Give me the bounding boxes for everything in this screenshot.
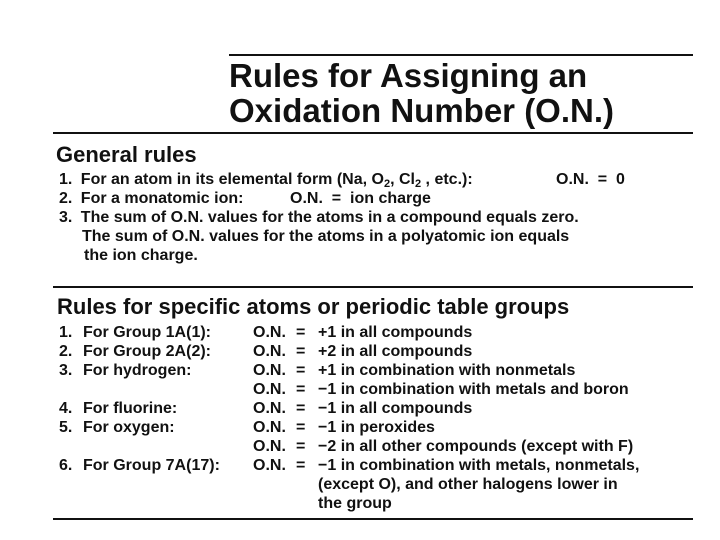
equals-sign: = xyxy=(296,457,306,474)
rule-label: For hydrogen: xyxy=(83,362,192,379)
general-rules-heading: General rules xyxy=(56,142,197,167)
title-divider xyxy=(53,132,693,134)
rule-value: +1 in combination with nonmetals xyxy=(318,362,576,379)
rule-number: 3. xyxy=(59,362,73,379)
rule-value: −1 in combination with metals, nonmetals, xyxy=(318,457,640,474)
general-rule-3-cont: The sum of O.N. values for the atoms in a polyatomic ion equals xyxy=(82,228,570,245)
equals-sign: = xyxy=(296,362,306,379)
equals-sign: = xyxy=(296,438,306,455)
rule-value: −1 in combination with metals and boron xyxy=(318,381,629,398)
rule-label: For fluorine: xyxy=(83,400,178,417)
title-line-1: Rules for Assigning an xyxy=(229,57,588,94)
rule-value: −2 in all other compounds (except with F) xyxy=(318,438,634,455)
rule-number: 4. xyxy=(59,400,73,417)
rule-text: The sum of O.N. values for the atoms in a compound equals zero. xyxy=(80,209,579,226)
general-rule-2-value: O.N. = ion charge xyxy=(290,190,431,207)
rule-number: 5. xyxy=(59,419,73,436)
rule-text: For a monatomic ion: xyxy=(80,190,244,207)
equals-sign: = xyxy=(296,343,306,360)
equals-sign: = xyxy=(296,381,306,398)
top-divider xyxy=(229,54,693,56)
general-rule-3 xyxy=(59,208,579,227)
rule-number: 6. xyxy=(59,457,73,474)
rule-text: For an atom in its elemental form (Na, $O_2$, $Cl_2$ , etc.): xyxy=(80,171,473,190)
general-rule-3-cont: the ion charge. xyxy=(84,247,198,264)
rule-value: −1 in peroxides xyxy=(318,419,435,436)
rule-value: the group xyxy=(318,495,392,512)
rule-value: −1 in all compounds xyxy=(318,400,473,417)
general-rule-2 xyxy=(59,189,243,208)
on-label: O.N. xyxy=(253,343,286,360)
rule-number: 3. xyxy=(59,209,73,226)
page-title xyxy=(229,58,614,128)
equals-sign: = xyxy=(296,324,306,341)
rule-number: 2. xyxy=(59,343,73,360)
rule-value: (except O), and other halogens lower in xyxy=(318,476,618,493)
on-label: O.N. xyxy=(253,362,286,379)
rule-value: +1 in all compounds xyxy=(318,324,473,341)
on-label: O.N. xyxy=(253,381,286,398)
section-divider xyxy=(53,286,693,288)
equals-sign: = xyxy=(296,400,306,417)
equals-sign: = xyxy=(296,419,306,436)
rule-value: +2 in all compounds xyxy=(318,343,473,360)
on-label: O.N. xyxy=(253,324,286,341)
on-label: O.N. xyxy=(253,438,286,455)
rule-number: 1. xyxy=(59,171,73,188)
specific-rules-heading: Rules for specific atoms or periodic table groups xyxy=(57,294,570,319)
rule-label: For Group 2A(2): xyxy=(83,343,211,360)
on-label: O.N. xyxy=(253,457,286,474)
rule-number: 1. xyxy=(59,324,73,341)
rule-number: 2. xyxy=(59,190,73,207)
rule-label: For Group 1A(1): xyxy=(83,324,211,341)
bottom-divider xyxy=(53,518,693,520)
general-rule-1-value: O.N. = 0 xyxy=(556,171,625,188)
on-label: O.N. xyxy=(253,419,286,436)
on-label: O.N. xyxy=(253,400,286,417)
rule-label: For Group 7A(17): xyxy=(83,457,220,474)
rule-label: For oxygen: xyxy=(83,419,175,436)
title-line-2: Oxidation Number (O.N.) xyxy=(229,92,615,129)
